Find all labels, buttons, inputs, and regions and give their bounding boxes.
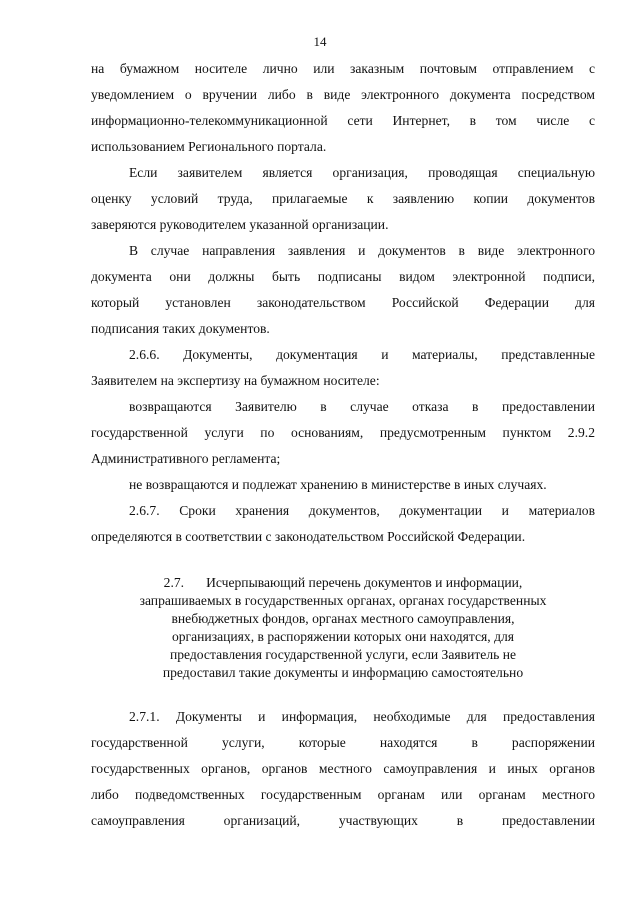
text-line: В случае направления заявления и документов в виде электронного <box>129 243 595 258</box>
text-line: использованием Регионального портала. <box>91 139 327 154</box>
text-line: уведомлением о вручении либо в виде электронного документа посредством <box>91 87 595 102</box>
heading-line: внебюджетных фондов, органах местного самоуправления, <box>171 611 515 626</box>
text-line: на бумажном носителе лично или заказным почтовым отправлением с <box>91 61 595 76</box>
page-number: 14 <box>313 34 327 49</box>
heading-line: предоставил такие документы и информацию самостоятельно <box>162 665 524 680</box>
text-line: Административного регламента; <box>91 451 281 466</box>
heading-number: 2.7. <box>163 575 185 590</box>
heading-line: запрашиваемых в государственных органах, органах государственных <box>139 593 547 608</box>
document-body <box>91 56 595 834</box>
text-line: Заявителем на экспертизу на бумажном носителе: <box>91 373 380 388</box>
text-line: подписания таких документов. <box>91 321 270 336</box>
text-line: определяются в соответствии с законодательством Российской Федерации. <box>91 529 526 544</box>
text-line: 2.6.6. Документы, документация и материалы, представленные <box>129 347 595 362</box>
section-heading <box>91 574 595 682</box>
text-line: который установлен законодательством Российской Федерации для <box>91 295 595 310</box>
text-line: либо подведомственных государственным органам или органам местного <box>91 787 595 802</box>
text-line: 2.6.7. Сроки хранения документов, документации и материалов <box>129 503 595 518</box>
text-line: Если заявителем является организация, проводящая специальную <box>129 165 595 180</box>
text-line: государственной услуги по основаниям, предусмотренным пунктом 2.9.2 <box>91 425 595 440</box>
heading-line: организациях, в распоряжении которых они находятся, для <box>171 629 515 644</box>
heading-line: предоставления государственной услуги, если Заявитель не <box>169 647 517 662</box>
text-line: государственной услуги, которые находятся в распоряжении <box>91 735 595 750</box>
text-line: заверяются руководителем указанной организации. <box>91 217 389 232</box>
text-line: возвращаются Заявителю в случае отказа в предоставлении <box>129 399 595 414</box>
text-line: оценку условий труда, прилагаемые к заявлению копии документов <box>91 191 595 206</box>
text-line: документа они должны быть подписаны видом электронной подписи, <box>91 269 595 284</box>
text-line: самоуправления организаций, участвующих в предоставлении <box>91 813 595 828</box>
heading-line: 2.7. Исчерпывающий перечень документов и информации, <box>163 575 523 590</box>
text-line: государственных органов, органов местного самоуправления и иных органов <box>91 761 595 776</box>
text-line: 2.7.1. Документы и информация, необходимые для предоставления <box>129 709 595 724</box>
text-line: не возвращаются и подлежат хранению в министерстве в иных случаях. <box>129 477 547 492</box>
text-line: информационно-телекоммуникационной сети Интернет, в том числе с <box>91 113 595 128</box>
